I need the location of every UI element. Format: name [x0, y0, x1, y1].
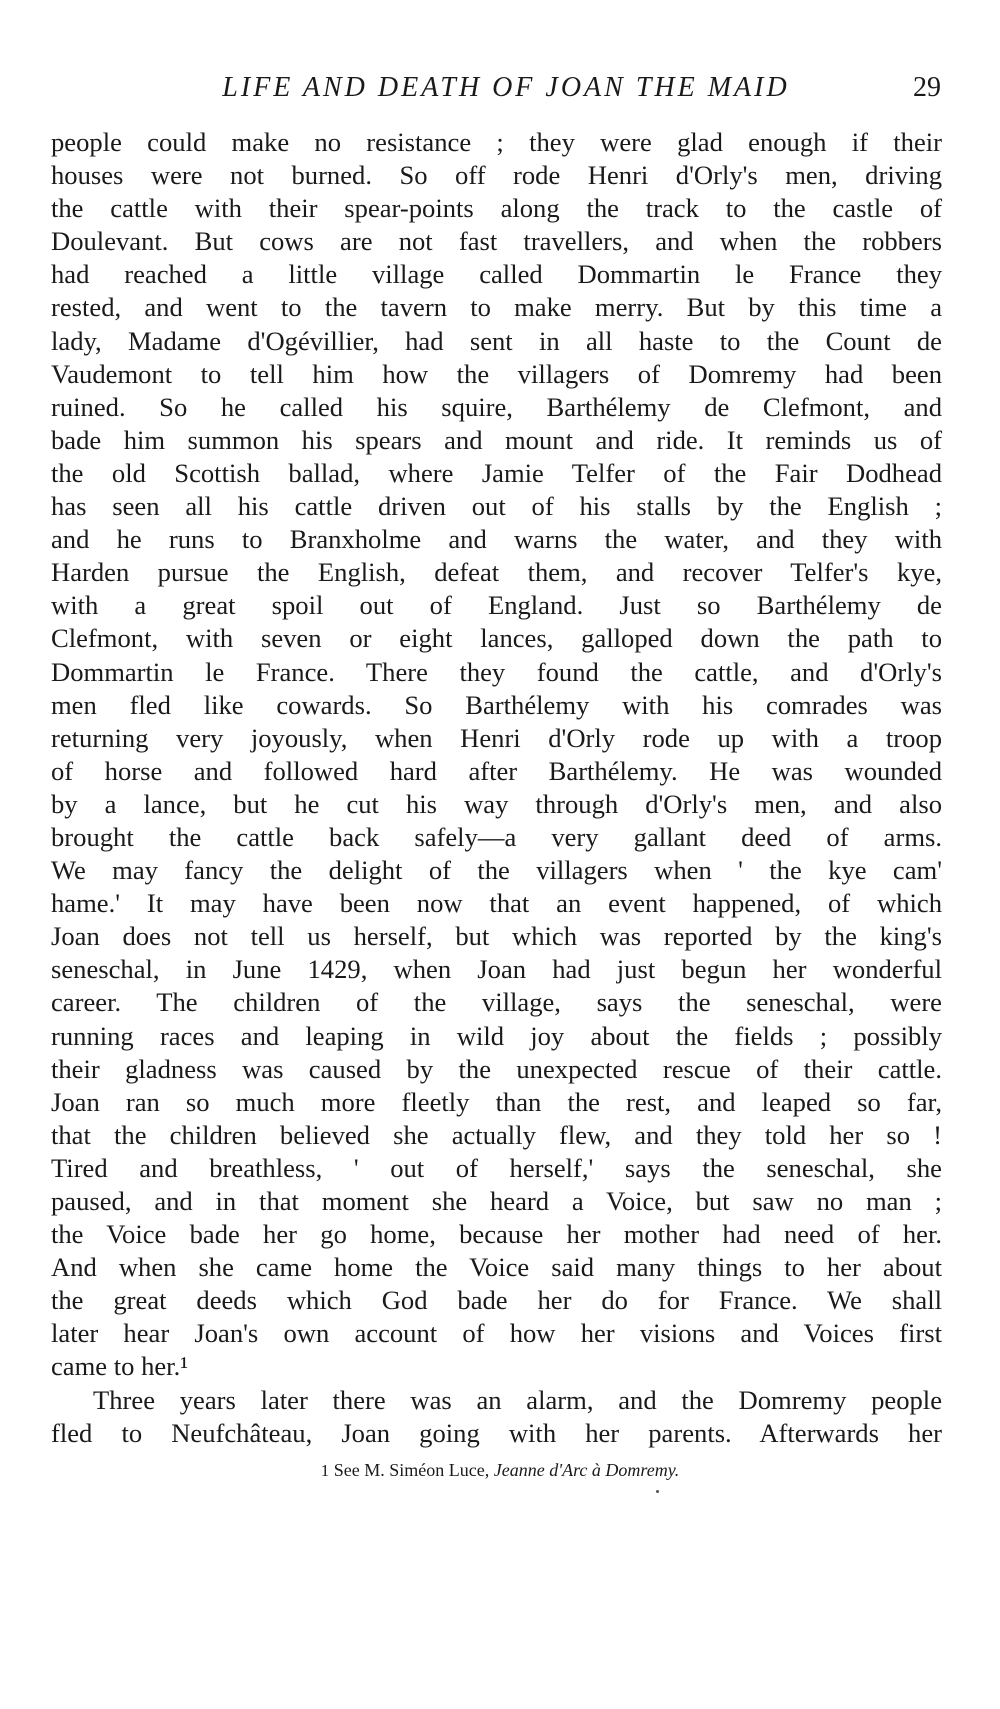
- text-line: Vaudemont to tell him how the villagers of Domremy had been: [51, 358, 942, 389]
- text-line: ruined. So he called his squire, Barthélemy de Clefmont, and: [51, 391, 942, 422]
- text-line: Clefmont, with seven or eight lances, galloped down the path to: [51, 623, 942, 654]
- text-line: the great deeds which God bade her do for France. We shall: [51, 1285, 942, 1316]
- text-line: returning very joyously, when Henri d'Orly rode up with a troop: [51, 722, 942, 753]
- footnote: [0, 1457, 1000, 1484]
- footnote-marker: 1: [320, 1461, 330, 1480]
- text-line: brought the cattle back safely—a very gallant deed of arms.: [51, 821, 942, 852]
- text-line: the Voice bade her go home, because her mother had need of her.: [51, 1219, 942, 1250]
- text-line: that the children believed she actually flew, and they told her so !: [51, 1119, 942, 1150]
- text-line: came to her.¹: [51, 1351, 189, 1382]
- text-line: people could make no resistance ; they were glad enough if their: [51, 127, 942, 157]
- body-text: [51, 126, 942, 1450]
- running-head: [0, 70, 1000, 110]
- running-title: LIFE AND DEATH OF JOAN THE MAID: [222, 72, 790, 103]
- text-line: paused, and in that moment she heard a Voice, but saw no man ;: [51, 1186, 942, 1216]
- text-line: running races and leaping in wild joy about the fields ; possibly: [51, 1020, 942, 1051]
- text-line: later hear Joan's own account of how her visions and Voices first: [51, 1318, 942, 1349]
- text-line: lady, Madame d'Ogévillier, had sent in all haste to the Count de: [51, 325, 942, 356]
- text-line: career. The children of the village, says the seneschal, were: [51, 987, 942, 1018]
- footnote-title: Jeanne d'Arc à Domremy.: [493, 1460, 680, 1480]
- text-line: fled to Neufchâteau, Joan going with her parents. Afterwards her: [51, 1417, 942, 1448]
- text-line: men fled like cowards. So Barthélemy with his comrades was: [51, 689, 942, 720]
- text-line: with a great spoil out of England. Just so Barthélemy de: [51, 590, 942, 621]
- text-line: and he runs to Branxholme and warns the water, and they with: [51, 524, 942, 555]
- page-number: 29: [913, 72, 941, 103]
- footnote-prefix: See M. Siméon Luce,: [333, 1460, 490, 1480]
- print-speck: [656, 1490, 659, 1493]
- text-line: had reached a little village called Dommartin le France they: [51, 259, 942, 290]
- text-line: rested, and went to the tavern to make merry. But by this time a: [51, 292, 942, 323]
- text-line: their gladness was caused by the unexpected rescue of their cattle.: [51, 1053, 942, 1084]
- text-line: Joan ran so much more fleetly than the rest, and leaped so far,: [51, 1086, 942, 1117]
- text-line: Joan does not tell us herself, but which was reported by the king's: [51, 921, 942, 952]
- text-line: Harden pursue the English, defeat them, and recover Telfer's kye,: [51, 557, 942, 588]
- text-line: Dommartin le France. There they found the cattle, and d'Orly's: [51, 656, 942, 687]
- text-line: seneschal, in June 1429, when Joan had just begun her wonderful: [51, 954, 942, 985]
- text-line: hame.' It may have been now that an event happened, of which: [51, 888, 942, 919]
- text-line: And when she came home the Voice said many things to her about: [51, 1252, 942, 1283]
- text-line: the cattle with their spear-points along the track to the castle of: [51, 193, 942, 224]
- text-line: bade him summon his spears and mount and ride. It reminds us of: [51, 424, 942, 455]
- text-line: houses were not burned. So off rode Henri d'Orly's men, driving: [51, 160, 942, 191]
- text-line: of horse and followed hard after Barthélemy. He was wounded: [51, 755, 942, 786]
- text-line: the old Scottish ballad, where Jamie Telfer of the Fair Dodhead: [51, 457, 942, 488]
- text-line: Doulevant. But cows are not fast travellers, and when the robbers: [51, 226, 942, 257]
- text-line: by a lance, but he cut his way through d'Orly's men, and also: [51, 788, 942, 819]
- text-line: has seen all his cattle driven out of his stalls by the English ;: [51, 491, 942, 522]
- text-line: Three years later there was an alarm, and the Domremy people: [93, 1384, 942, 1415]
- text-line: We may fancy the delight of the villagers when ' the kye cam': [51, 855, 942, 886]
- text-line: Tired and breathless, ' out of herself,' says the seneschal, she: [51, 1152, 942, 1183]
